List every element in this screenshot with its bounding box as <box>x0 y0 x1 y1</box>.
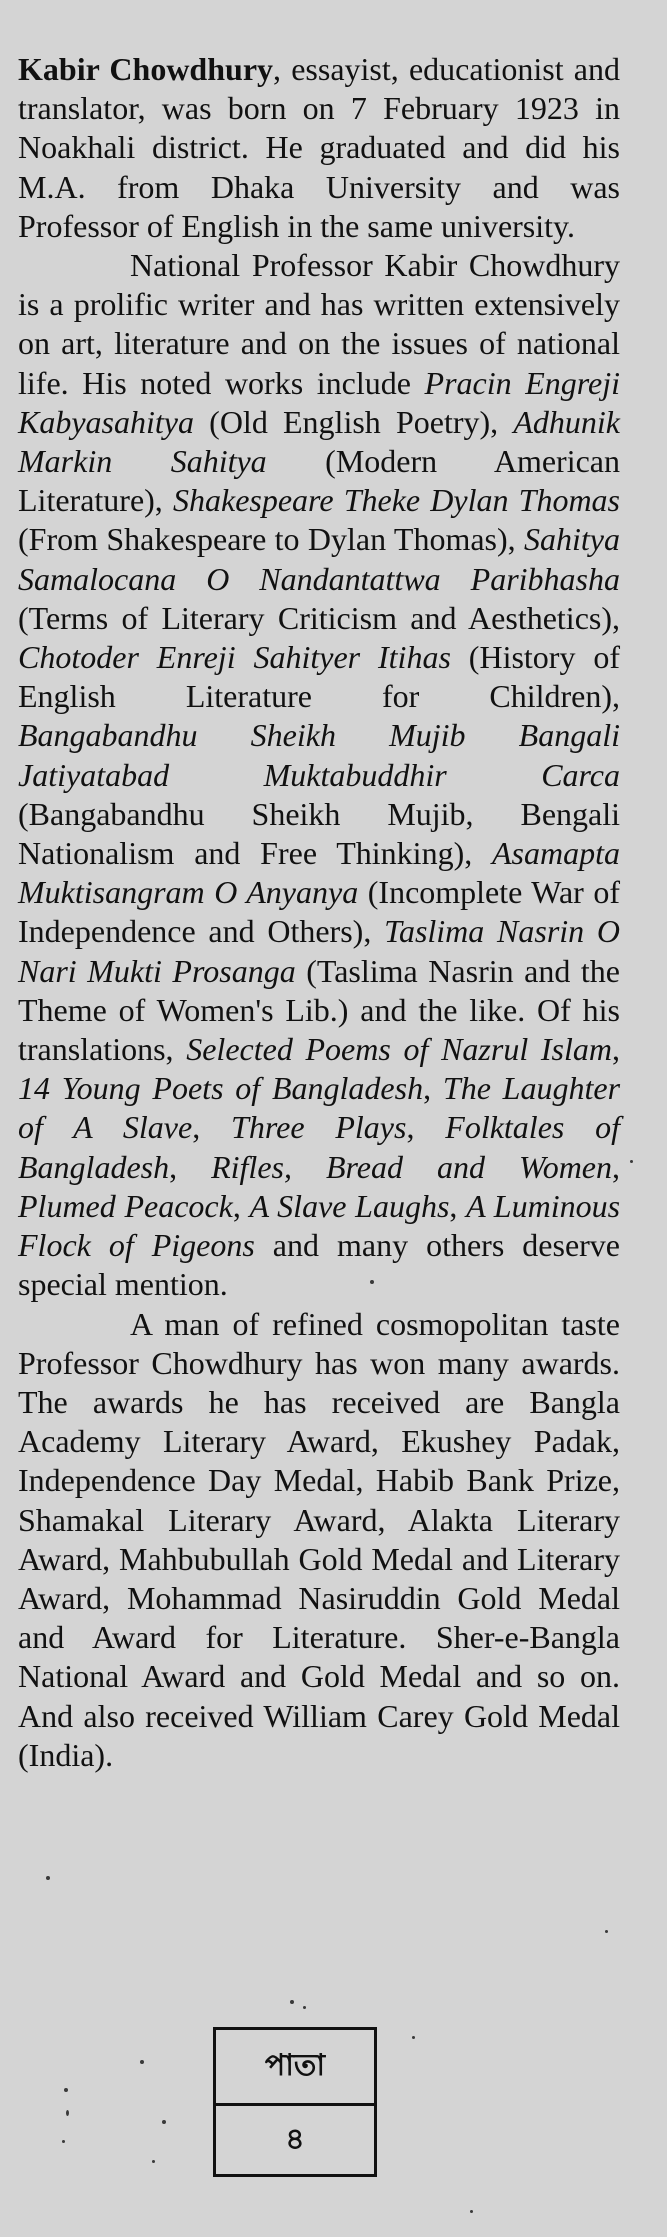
scan-speck <box>630 1160 633 1163</box>
scan-speck <box>412 2036 415 2039</box>
scan-speck <box>62 2140 65 2143</box>
paragraph-2-text: , <box>169 1148 212 1185</box>
paragraph-2-text: , <box>406 1109 446 1146</box>
work-title: Selected Poems of Nazrul Islam <box>186 1031 613 1068</box>
work-title: Taslima Nasrin O Nari Mukti Prosanga <box>18 913 621 989</box>
paragraph-2-text: (Incomplete War of Independence and Others), <box>18 874 621 950</box>
paragraph-2-text: , <box>232 1187 250 1224</box>
scan-speck <box>66 2110 69 2116</box>
scan-speck <box>64 2088 68 2092</box>
work-title: A Luminous Flock of Pigeons <box>18 1187 621 1264</box>
paragraph-2-text: (Terms of Literary Criticism and Aesthetics), <box>18 599 620 636</box>
scan-speck <box>470 2210 473 2213</box>
work-title: Three Plays <box>231 1109 407 1146</box>
paragraph-1 <box>18 50 620 246</box>
work-title: Plumed Peacock <box>18 1187 233 1224</box>
work-title: Adhunik Markin Sahitya <box>18 403 620 480</box>
work-title: Sahitya Samalocana O Nandantattwa Paribhasha <box>18 521 620 597</box>
paragraph-1-body: , essayist, educationist and translator, was born on 7 February 1923 in Noakhali district. He graduated and did his M.A. from Dhaka University and was Professor of English in the same university. <box>18 51 620 244</box>
paragraph-2-text: (Old English Poetry), <box>193 403 514 440</box>
scan-speck <box>152 2160 155 2163</box>
scan-speck <box>303 2006 306 2009</box>
paragraph-2-text: and many others deserve special mention. <box>18 1227 620 1303</box>
paragraph-2-text: National Professor Kabir Chowdhury is a prolific writer and has written extensively on art, literature and on the issues of national life. His noted works include <box>18 247 620 401</box>
page-number-box <box>213 2027 377 2177</box>
scan-speck <box>162 2120 166 2124</box>
work-title: Asamapta Muktisangram O Anyanya <box>18 835 620 911</box>
article-text <box>18 50 620 1775</box>
work-title: Chotoder Enreji Sahityer Itihas <box>18 639 451 676</box>
paragraph-2-text: (History of English Literature for Children), <box>18 639 621 715</box>
work-title: Bangabandhu Sheikh Mujib Bangali Jatiyatabad Muktabuddhir Carca <box>18 717 620 793</box>
paragraph-2-text: , <box>192 1109 232 1146</box>
work-title: Pracin Engreji Kabyasahitya <box>18 364 621 440</box>
work-title: A Slave Laughs <box>249 1187 450 1224</box>
paragraph-3: A man of refined cosmopolitan taste Professor Chowdhury has won many awards. The awards he has received are Bangla Academy Literary Award, Ekushey Padak, Independence Day Medal, Habib Bank Prize, Shamakal Literary Award, Alakta Literary Award, Mahbubullah Gold Medal and Literary Award, Mohammad Nasiruddin Gold Medal and Award for Literature. Sher-e-Bangla National Award and Gold Medal and so on. And also received William Carey Gold Medal (India). <box>18 1305 620 1773</box>
paragraph-2-text: (From Shakespeare to Dylan Thomas), <box>18 521 525 558</box>
scan-speck <box>290 2000 294 2004</box>
work-title: Shakespeare Theke Dylan Thomas <box>172 482 621 519</box>
subject-name: Kabir Chowdhury <box>18 51 274 87</box>
scan-speck <box>605 1930 608 1933</box>
paragraph-2-text: , <box>423 1070 443 1107</box>
scan-speck <box>370 1280 374 1284</box>
paragraph-2-text: , <box>612 1031 621 1068</box>
paragraph-2-text: (Bangabandhu Sheikh Mujib, Bengali Nationalism and Free Thinking), <box>18 795 620 872</box>
page-label: পাতা <box>216 2030 374 2106</box>
work-title: Rifles, Bread and Women <box>211 1148 613 1185</box>
paragraph-2 <box>18 246 620 1304</box>
paragraph-2-text: (Taslima Nasrin and the Theme of Women's Lib.) and the like. Of his translations, <box>18 952 621 1068</box>
paragraph-2-text: (Modern American Literature), <box>18 443 620 519</box>
paragraph-2-text: , <box>612 1148 621 1185</box>
page-number: ৪ <box>285 2121 305 2157</box>
work-title: Folktales of Bangladesh <box>18 1109 621 1185</box>
paragraph-2-text: , <box>449 1187 467 1224</box>
work-title: 14 Young Poets of Bangladesh <box>18 1070 424 1107</box>
scan-speck <box>46 1876 50 1880</box>
work-title: The Laughter of A Slave <box>18 1070 621 1146</box>
scan-speck <box>140 2060 144 2064</box>
